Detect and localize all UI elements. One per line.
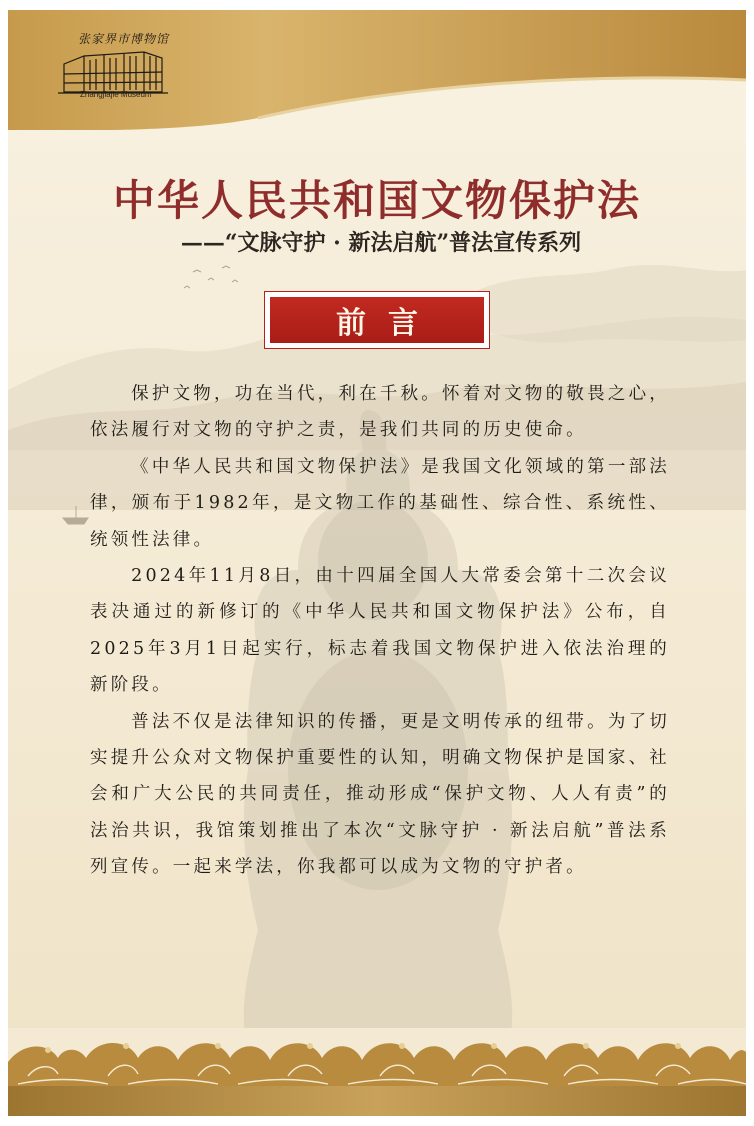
museum-name-cn: 张家界市博物馆 (78, 32, 170, 46)
museum-name-en: Zhangjiajie Museum (80, 90, 152, 99)
preface-badge (264, 291, 490, 349)
paragraph: 普法不仅是法律知识的传播，更是文明传承的纽带。为了切实提升公众对文物保护重要性的认知，明确文物保护是国家、社会和广大公民的共同责任，推动形成“保护文物、人人有责”的法治共识，我馆策划推出了本次“文脉守护 · 新法启航”普法系列宣传。一起来学法，你我都可以成为文物的守护者。 (90, 711, 670, 878)
wave-pattern-decoration (8, 1028, 746, 1086)
paragraph: 《中华人民共和国文物保护法》是我国文化领域的第一部法律，颁布于1982年，是文物工作的基础性、综合性、系统性、统领性法律。 (90, 456, 670, 550)
main-title: 中华人民共和国文物保护法 (112, 176, 641, 225)
preface-label: 前言 (270, 297, 484, 343)
sub-title: ——“文脉守护 · 新法启航”普法宣传系列 (180, 230, 582, 256)
poster (8, 10, 746, 1116)
preface-body (90, 376, 670, 886)
footer-bar (8, 1086, 746, 1116)
paragraph: 保护文物，功在当代，利在千秋。怀着对文物的敬畏之心，依法履行对文物的守护之责，是我们共同的历史使命。 (90, 384, 670, 441)
paragraph: 2024年11月8日，由十四届全国人大常委会第十二次会议表决通过的新修订的《中华人民共和国文物保护法》公布，自2025年3月1日起实行，标志着我国文物保护进入依法治理的新阶段。 (90, 566, 670, 696)
